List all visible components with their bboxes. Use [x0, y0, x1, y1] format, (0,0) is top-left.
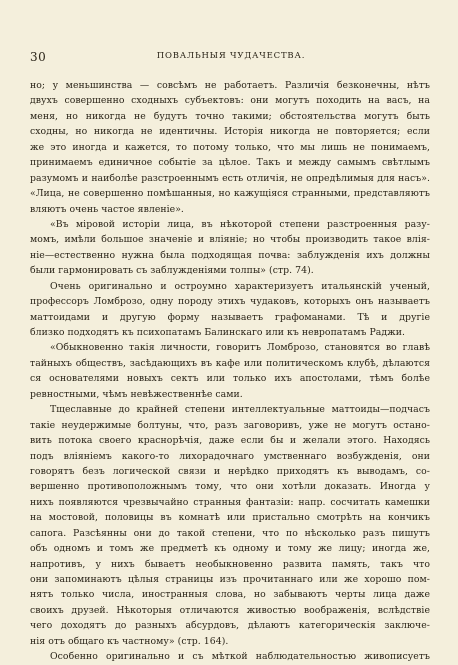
text-line: своихъ друзей. Нѣкоторыя отличаются живостью воображенія, вслѣдствіе [30, 604, 430, 616]
text-line: двухъ совершенно сходныхъ субъектовъ: они могутъ походить на васъ, на [30, 95, 430, 107]
text-line: маттоидами и другую форму называетъ графоманами. Тѣ и другіе [30, 311, 430, 323]
text-line: принимаемъ единичное событіе за цѣлое. Такъ и между самымъ свѣтлымъ [30, 157, 430, 169]
text-line: объ одномъ и томъ же предметѣ къ одному и тому же лицу; иногда же, [30, 543, 430, 555]
text-line: Тщеславные до крайней степени интеллектуальные маттоиды—подчасъ [50, 404, 430, 416]
text-line: меня, но никогда не будутъ точно такими; обстоятельства могутъ быть [30, 110, 430, 122]
running-title: ПОВАЛЬНЫЯ ЧУДАЧЕСТВА. [156, 51, 306, 61]
text-line: сапога. Разсѣянны они до такой степени, что по нѣсколько разъ пишутъ [30, 527, 430, 539]
text-line: сходны, но никогда не идентичны. Исторія никогда не повторяется; если [30, 126, 430, 138]
text-line: ревностными, чѣмъ невѣжественнѣе сами. [30, 388, 243, 400]
text-line: на мостовой, половицы въ комнатѣ или пристально смотрѣть на кончикъ [30, 512, 430, 524]
text-line: «Обыкновенно такія личности, говоритъ Ломброзо, становятся во главѣ [50, 342, 430, 354]
text-line: Особенно оригинально и съ мѣткой наблюдательностью живописуетъ [50, 651, 430, 663]
text-line: они запоминаютъ цѣлыя страницы изъ прочитаннаго или же хорошо пом- [30, 574, 430, 585]
text-line: «Лица, не совершенно помѣшанныя, но кажущіяся странными, представляютъ [30, 188, 430, 200]
text-line: ніе—естественно нужна была подходящая почва: заблужденія ихъ должны [30, 249, 430, 261]
text-line: ся основателями новыхъ сектъ или только ихъ апостолами, тѣмъ болѣе [30, 373, 430, 385]
text-line: разумомъ и наиболѣе разстроеннымъ есть отличія, не опредѣлимыя для насъ». [30, 172, 430, 184]
text-line: такіе неудержимые болтуны, что, разъ заговоривъ, уже не могутъ остано- [30, 419, 430, 431]
text-line: «Въ міровой исторіи лица, въ нѣкоторой степени разстроенныя разу- [50, 218, 430, 230]
text-line: вершенно противоположнымъ тому, что они хотѣли доказать. Иногда у [30, 481, 430, 493]
text-line: вляютъ очень частое явленіе». [30, 203, 184, 215]
text-line: нятъ только числа, иностранныя слова, но забываютъ черты лица даже [30, 589, 430, 601]
text-line: тайныхъ обществъ, засѣдающихъ въ кафе или политическомъ клубѣ, дѣлаются [30, 357, 430, 369]
text-line: Очень оригинально и остроумно характеризуетъ итальянскій ученый, [50, 280, 430, 292]
text-line: вить потока своего краснорѣчія, даже если бы и желали этого. Находясь [30, 435, 430, 447]
body-text [30, 78, 430, 665]
text-line: чего доходятъ до разныхъ абсурдовъ, дѣлаютъ категорическія заключе- [30, 620, 430, 632]
text-line: же это иногда и кажется, то потому только, что мы лишь не понимаемъ, [30, 141, 430, 153]
text-line: подъ вліяніемъ какого-то лихорадочнаго умственнаго возбужденія, они [30, 450, 430, 462]
text-line: нихъ появляются чрезвычайно странныя фантазіи: напр. сосчитать камешки [30, 496, 430, 508]
text-line: были гармонировать съ заблужденіями толпы» (стр. 74). [30, 265, 314, 277]
text-line: напротивъ, у нихъ бываетъ необыкновенно развита память, такъ что [30, 558, 430, 570]
text-line: говорятъ безъ логической связи и нерѣдко приходятъ къ выводамъ, со- [30, 465, 430, 477]
page-number: 30 [30, 50, 47, 64]
text-line: но; у меньшинства — совсѣмъ не работаетъ. Различія безконечны, нѣтъ [30, 80, 430, 91]
text-line: близко подходятъ къ психопатамъ Балинскаго или къ невропатамъ Раджи. [30, 327, 405, 338]
page-header [30, 50, 432, 66]
text-line: момъ, имѣли большое значеніе и вліяніе; но чтобы производить такое влія- [30, 234, 430, 246]
text-line: профессоръ Ломброзо, одну породу этихъ чудаковъ, которыхъ онъ называетъ [30, 296, 430, 308]
text-line: нія отъ общаго къ частному» (стр. 164). [30, 635, 229, 647]
